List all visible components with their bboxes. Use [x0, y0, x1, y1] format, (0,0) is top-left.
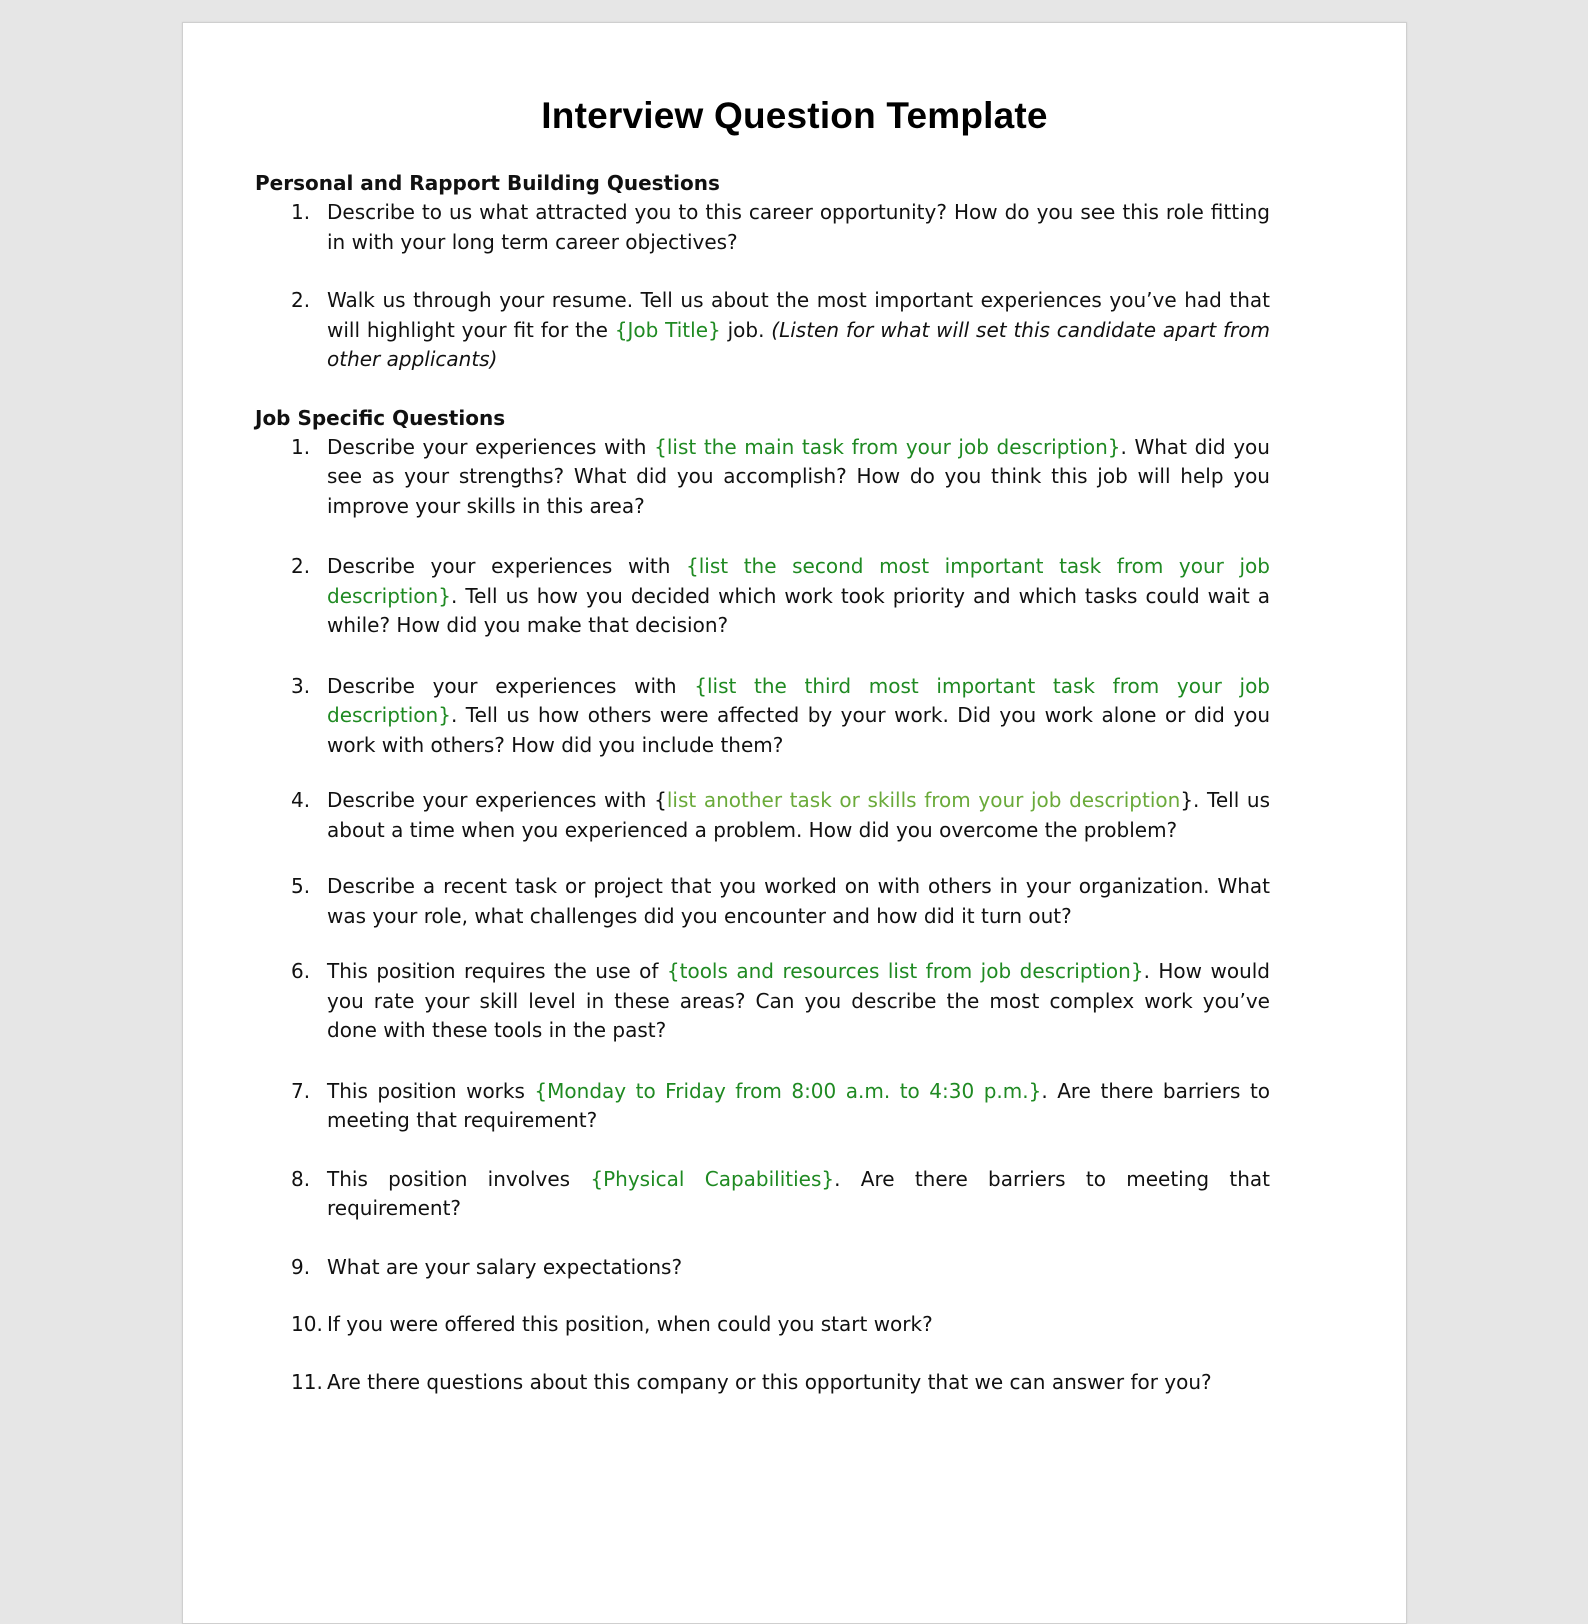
item-number: 7. — [291, 1078, 311, 1103]
document-page — [182, 22, 1407, 1624]
placeholder-third-task: {list the third most important task from your job description} — [327, 673, 1270, 727]
item-text-continued: . Tell us how you decided which work took priority and which tasks could wait a while? How did you make that decision? — [327, 583, 1270, 637]
list-item — [255, 1253, 1270, 1283]
job-specific-questions-list — [255, 433, 1270, 1398]
placeholder-second-task: {list the second most important task from your job description} — [327, 554, 1270, 608]
list-item — [255, 1165, 1270, 1224]
list-item — [255, 872, 1270, 931]
document-body — [255, 169, 1270, 1397]
item-text: If you were offered this position, when could you start work? — [327, 1312, 933, 1336]
item-number: 1. — [291, 200, 311, 224]
item-text: Walk us through your resume. Tell us about the most important experiences you’ve had that will highlight your fit for the — [327, 288, 1270, 342]
list-item — [255, 672, 1270, 761]
list-item — [255, 786, 1270, 845]
item-number: 3. — [291, 673, 311, 698]
list-item — [255, 957, 1270, 1046]
item-text: Are there questions about this company or this opportunity that we can answer for you? — [327, 1369, 1212, 1394]
item-text: Describe to us what attracted you to this career opportunity? How do you see this role fitting in with your long term career objectives? — [327, 200, 1270, 254]
list-item — [255, 552, 1270, 641]
item-text: This position involves — [327, 1166, 591, 1191]
placeholder-job-title: {Job Title} — [614, 317, 721, 342]
item-text-continued: job. — [720, 317, 772, 342]
item-text-continued: }. Tell us about a time when you experienced a problem. How did you overcome the problem? — [327, 788, 1270, 842]
item-text-continued: . Are there barriers to meeting that requirement? — [327, 1166, 1270, 1220]
placeholder-another-task: list another task or skills from your job description — [666, 788, 1181, 812]
document-title: Interview Question Template — [541, 95, 1048, 136]
personal-questions-list — [255, 198, 1270, 375]
item-number: 2. — [291, 554, 311, 578]
list-item — [255, 286, 1270, 375]
interviewer-note: (Listen for what will set this candidate apart from other applicants) — [327, 317, 1270, 371]
list-item — [255, 198, 1270, 257]
item-number: 9. — [291, 1254, 311, 1279]
item-text: Describe your experiences with — [327, 434, 655, 459]
item-text-continued: . Are there barriers to meeting that requirement? — [327, 1078, 1271, 1132]
item-text-continued: . Tell us how others were affected by your work. Did you work alone or did you work with others? How did you include them? — [327, 703, 1270, 757]
item-text: This position requires the use of — [327, 959, 667, 983]
item-text: What are your salary expectations? — [327, 1254, 683, 1279]
item-number: 8. — [291, 1166, 311, 1191]
item-text-continued: . How would you rate your skill level in these areas? Can you describe the most complex work you’ve done with these tools in the past? — [327, 959, 1270, 1042]
list-item — [255, 1077, 1270, 1136]
list-item — [255, 1368, 1270, 1398]
placeholder-tools-resources: {tools and resources list from job description} — [666, 959, 1144, 983]
placeholder-physical-capabilities: {Physical Capabilities} — [590, 1166, 835, 1191]
placeholder-schedule: {Monday to Friday from 8:00 a.m. to 4:30 p.m.} — [534, 1078, 1042, 1103]
item-text-continued: . What did you see as your strengths? What did you accomplish? How do you think this job will help you improve your skills in this area? — [327, 434, 1270, 518]
item-number: 4. — [291, 788, 311, 812]
item-number: 2. — [291, 288, 311, 312]
item-text: Describe your experiences with — [327, 673, 695, 698]
item-text: Describe your experiences with — [327, 554, 686, 578]
item-text: This position works — [327, 1078, 535, 1103]
list-item — [255, 1310, 1270, 1340]
item-number: 10. — [291, 1312, 323, 1336]
list-item — [255, 433, 1270, 522]
item-text: Describe your experiences with { — [327, 788, 667, 812]
item-text: Describe a recent task or project that you worked on with others in your organization. What was your role, what challenges did you encounter and how did it turn out? — [327, 874, 1270, 928]
section-heading-job-specific: Job Specific Questions — [255, 405, 506, 430]
item-number: 11. — [291, 1369, 323, 1394]
section-heading-personal: Personal and Rapport Building Questions — [255, 171, 720, 195]
placeholder-main-task: {list the main task from your job description} — [654, 434, 1121, 459]
item-number: 5. — [291, 874, 311, 898]
item-number: 1. — [291, 434, 311, 459]
item-number: 6. — [291, 959, 311, 983]
